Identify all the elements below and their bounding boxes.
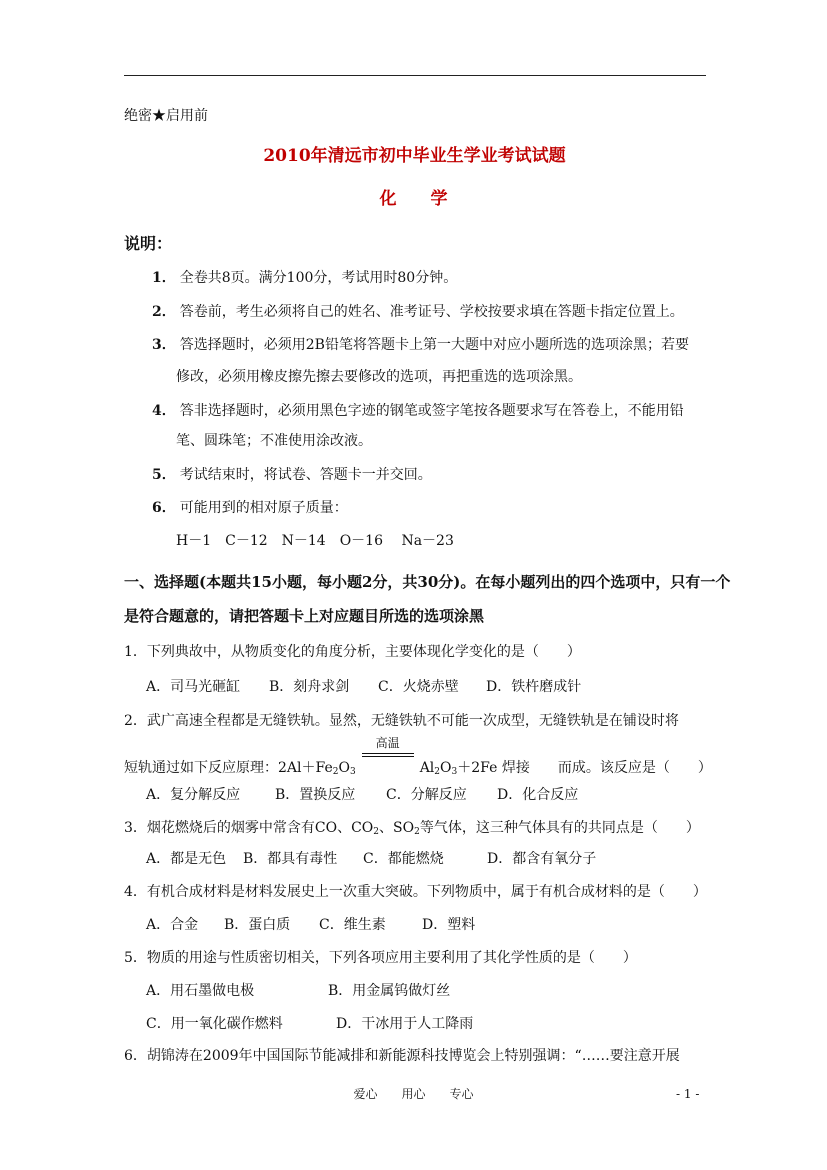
question-1-stem: 1．下列典故中，从物质变化的角度分析，主要体现化学变化的是（ ） [124,644,581,660]
q2-sub: 2 [332,767,339,777]
q3-stem-c: 等气体，这三种气体具有的共同点是（ ） [419,820,700,836]
arrow-line [362,753,414,754]
q2-sub: 2 [434,767,441,777]
q5-option-c: C．用一氧化碳作燃料 [146,1016,283,1032]
question-5-stem: 5．物质的用途与性质密切相关，下列各项应用主要利用了其化学性质的是（ ） [124,950,637,966]
subject-title: 化 学 [379,189,448,209]
q1-option-a: A．司马光砸缸 [146,679,241,695]
q5-option-a: A．用石墨做电极 [146,983,255,999]
q3-option-a: A．都是无色 [146,851,227,867]
q2-tail: ＋2Fe 焊接 而成。该反应是（ ） [457,760,712,776]
q4-option-a: A．合金 [146,917,199,933]
instruction-item-5 [152,465,432,485]
instruction-num: 5． [152,467,176,483]
q3-option-c: C．都能燃烧 [363,851,444,867]
q2-option-c: C．分解反应 [386,787,467,803]
header-rule [124,75,706,76]
q4-option-c: C．维生素 [319,917,386,933]
q3-option-d: D．都含有氧分子 [487,851,597,867]
reaction-arrow [362,736,414,778]
q4-option-d: D．塑料 [422,917,476,933]
q3-sub: 2 [373,827,380,837]
exam-title-text: 2010年清远市初中毕业生学业考试试题 [263,146,566,166]
instruction-num: 2． [152,304,176,320]
q3-option-b: B．都具有毒性 [243,851,338,867]
instruction-text: 答选择题时，必须用2B铅笔将答题卡上第一大题中对应小题所选的选项涂黑；若要 [179,337,689,353]
q2-reactants: 短轨通过如下反应原理：2Al＋Fe [124,760,333,776]
instruction-text: 答卷前，考生必须将自己的姓名、准考证号、学校按要求填在答题卡指定位置上。 [179,304,684,320]
instruction-item-6 [152,498,348,518]
confidential-label: 绝密★启用前 [124,108,208,124]
q2-o: O [338,760,350,776]
question-3-options [146,849,596,869]
instruction-text: 可能用到的相对原子质量： [179,500,348,516]
instruction-num: 6． [152,500,176,516]
instruction-item-1 [152,268,457,288]
q1-option-c: C．火烧赤壁 [378,679,459,695]
question-1-options [146,677,581,697]
page-number: - 1 - [676,1087,700,1101]
question-4-stem: 4．有机合成材料是材料发展史上一次重大突破。下列物质中，属于有机合成材料的是（ ） [124,884,707,900]
q5-option-b: B．用金属钨做灯丝 [328,983,451,999]
exam-title [0,146,827,166]
q4-option-b: B．蛋白质 [224,917,291,933]
q2-option-a: A．复分解反应 [146,787,241,803]
q2-o: O [440,760,452,776]
question-2-stem-line2 [124,736,712,778]
instruction-num: 3． [152,337,176,353]
instruction-text: 考试结束时，将试卷、答题卡一并交回。 [179,467,432,483]
q2-products: Al [419,760,435,776]
footer-motto: 爱心 用心 专心 [353,1087,474,1101]
instruction-text: 全卷共8页。满分100分，考试用时80分钟。 [179,270,458,286]
question-5-options-row2 [146,1014,473,1034]
q5-option-d: D．干冰用于人工降雨 [336,1016,474,1032]
question-2-stem-line1: 2．武广高速全程都是无缝铁轨。显然，无缝铁轨不可能一次成型，无缝铁轨是在铺设时将 [124,713,679,729]
instruction-num: 1． [152,270,176,286]
reaction-condition: 高温 [375,736,400,750]
q2-sub: 3 [349,767,356,777]
atomic-masses: H－1 C－12 N－14 O－16 Na－23 [176,533,454,549]
instruction-item-3-cont: 修改，必须用橡皮擦先擦去要修改的选项，再把重选的选项涂黑。 [176,369,582,385]
question-3-stem [124,818,700,838]
question-4-options [146,915,475,935]
q2-sub: 3 [451,767,458,777]
q3-stem-b: 、SO [379,820,415,836]
instructions-heading: 说明： [124,234,173,253]
q1-option-b: B．刻舟求剑 [269,679,350,695]
instruction-item-4 [152,401,684,421]
instruction-num: 4． [152,403,176,419]
q2-option-d: D．化合反应 [497,787,579,803]
instruction-item-3 [152,335,689,355]
instruction-item-4-cont: 笔、圆珠笔；不准使用涂改液。 [176,433,372,449]
q3-sub: 2 [414,827,420,837]
instruction-text: 答非选择题时，必须用黑色字迹的钢笔或签字笔按各题要求写在答卷上，不能用铅 [179,403,684,419]
question-2-options [146,785,578,805]
q1-option-d: D．铁杵磨成针 [486,679,582,695]
q3-stem-a: 3．烟花燃烧后的烟雾中常含有CO、CO [124,820,374,836]
question-5-options-row1 [146,981,450,1001]
arrow-line [362,756,414,757]
section1-heading-line1: 一、选择题(本题共15小题，每小题2分，共30分)。在每小题列出的四个选项中，只有一个 [124,573,731,591]
q2-option-b: B．置换反应 [275,787,356,803]
section1-heading-line2: 是符合题意的，请把答题卡上对应题目所选的选项涂黑 [124,607,485,625]
question-6-stem: 6．胡锦涛在2009年中国国际节能减排和新能源科技博览会上特别强调：“……要注意开展 [124,1048,680,1064]
instruction-item-2 [152,302,684,322]
